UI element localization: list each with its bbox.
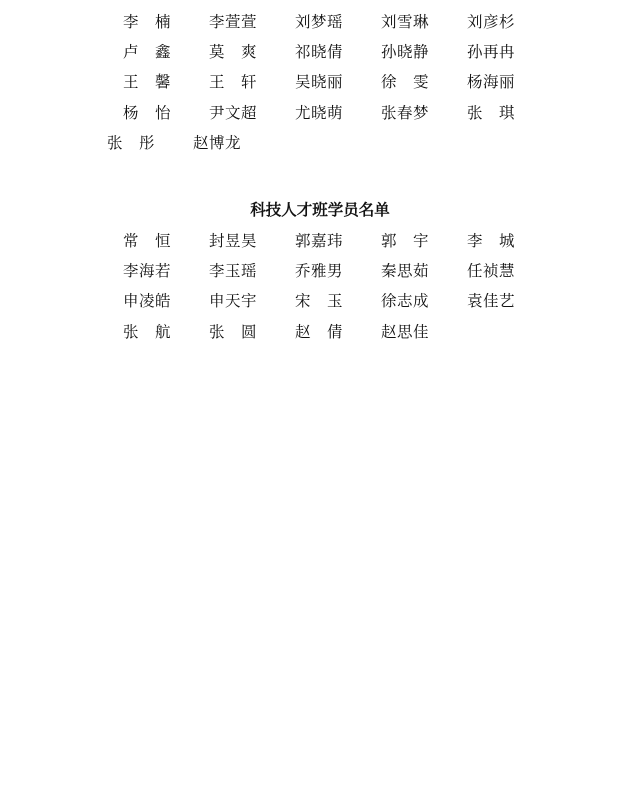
- name-row: [0, 286, 640, 316]
- student-name: 封昱昊: [209, 231, 258, 250]
- section-spacer: [0, 158, 640, 195]
- student-name: 杨海丽: [467, 73, 516, 92]
- name-row: [0, 256, 640, 286]
- student-name: 孙再冉: [467, 43, 516, 62]
- student-name: 赵思佳: [381, 322, 430, 341]
- student-name: 李萱萱: [209, 13, 258, 31]
- student-name: 刘彦杉: [467, 13, 516, 31]
- student-name: 王 轩: [209, 73, 258, 92]
- student-name: 郭 宇: [381, 231, 430, 250]
- student-name: 常 恒: [123, 231, 172, 250]
- student-name: 祁晓倩: [295, 43, 344, 62]
- student-name: 赵博龙: [193, 133, 242, 152]
- name-row: [0, 7, 640, 37]
- student-name: 李 楠: [123, 13, 172, 31]
- student-name: 秦思茹: [381, 262, 430, 281]
- student-name: 李 城: [467, 231, 516, 250]
- student-name: 赵 倩: [295, 322, 344, 341]
- name-row: [0, 226, 640, 256]
- student-name: 郭嘉玮: [295, 231, 344, 250]
- student-name: 卢 鑫: [123, 43, 172, 62]
- student-name: 张 琪: [467, 103, 516, 122]
- student-name: 徐志成: [381, 292, 430, 311]
- name-row: [0, 67, 640, 97]
- student-name: 张 圆: [209, 322, 258, 341]
- student-name: 孙晓静: [381, 43, 430, 62]
- student-name: 宋 玉: [295, 292, 344, 311]
- student-name: 张 航: [123, 322, 172, 341]
- section-title-text: 科技人才班学员名单: [250, 200, 390, 219]
- student-name: 刘梦瑶: [295, 13, 344, 31]
- student-name: 徐 雯: [381, 73, 430, 92]
- student-name: 吴晓丽: [295, 73, 344, 92]
- student-name: 莫 爽: [209, 43, 258, 62]
- student-name: 李玉瑶: [209, 262, 258, 281]
- student-name: 王 馨: [123, 73, 172, 92]
- name-list-container: [0, 7, 640, 347]
- student-name: 李海若: [123, 262, 172, 281]
- student-name: 张春梦: [381, 103, 430, 122]
- name-row: [0, 317, 640, 347]
- student-name: 张 彤: [107, 133, 156, 152]
- name-row: [0, 128, 640, 158]
- student-name: 乔雅男: [295, 262, 344, 281]
- name-row: [0, 37, 640, 67]
- section-title: [0, 195, 640, 226]
- student-name: 刘雪琳: [381, 13, 430, 31]
- student-name: 任祯慧: [467, 262, 516, 281]
- student-name: 袁佳艺: [467, 292, 516, 311]
- student-name: 申凌皓: [123, 292, 172, 311]
- student-name: 尹文超: [209, 103, 258, 122]
- student-name: 尤晓萌: [295, 103, 344, 122]
- student-name: 申天宇: [209, 292, 258, 311]
- student-name: 杨 怡: [123, 103, 172, 122]
- name-row: [0, 98, 640, 128]
